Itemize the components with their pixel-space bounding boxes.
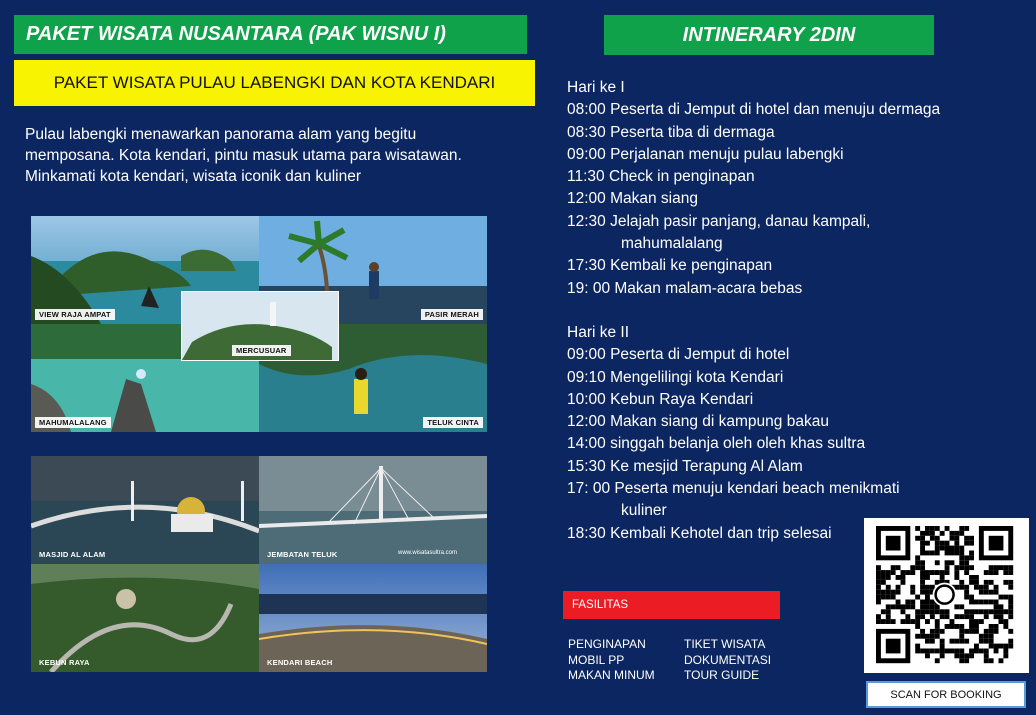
itinerary-item: 17: 00 Peserta menuju kendari beach menikmati: [567, 480, 900, 498]
labengki-photo-collage: [30, 215, 488, 433]
itinerary-item: 15:30 Ke mesjid Terapung Al Alam: [567, 457, 803, 475]
facility-item: TOUR GUIDE: [684, 668, 760, 682]
itinerary-item: 08:30 Peserta tiba di dermaga: [567, 123, 775, 141]
photo-label: MAHUMALALANG: [35, 417, 111, 428]
day-title: Hari ke II: [567, 323, 630, 341]
itinerary-item-continued: kuliner: [621, 502, 667, 520]
photo-label: PASIR MERAH: [421, 309, 483, 320]
package-title: PAKET WISATA NUSANTARA (PAK WISNU I): [14, 15, 527, 54]
qr-code-graphic: [864, 518, 1029, 673]
itinerary-item: 18:30 Kembali Kehotel dan trip selesai: [567, 524, 832, 542]
day-title: Hari ke I: [567, 79, 625, 96]
photo-credit: www.wisatasultra.com: [397, 550, 457, 556]
itinerary-item: 14:00 singgah belanja oleh oleh khas sultra: [567, 435, 866, 453]
itinerary-item: 12:00 Makan siang: [567, 190, 698, 208]
facility-item: PENGINAPAN: [568, 637, 646, 651]
photo-label: KENDARI BEACH: [267, 658, 333, 667]
itinerary-list: [567, 77, 940, 545]
itinerary-item-continued: mahumalalang: [621, 235, 723, 253]
intro-text: [25, 124, 525, 187]
intro-line: Pulau labengki menawarkan panorama alam yang begitu: [25, 126, 417, 143]
facilities-list: [568, 637, 771, 684]
itinerary-item: 12:30 Jelajah pasir panjang, danau kampali,: [567, 212, 871, 230]
itinerary-item: 12:00 Makan siang di kampung bakau: [567, 413, 829, 431]
scan-for-booking-button[interactable]: SCAN FOR BOOKING: [866, 681, 1026, 708]
itinerary-item: 09:00 Perjalanan menuju pulau labengki: [567, 145, 844, 163]
photo-kendari-beach: [259, 564, 487, 672]
facilities-header: FASILITAS: [563, 591, 780, 619]
booking-qr-code[interactable]: [864, 518, 1029, 673]
photo-label: JEMBATAN TELUK: [267, 550, 338, 559]
kendari-photo-collage: [30, 455, 488, 673]
photo-mercusuar: [181, 291, 339, 361]
itinerary-item: 10:00 Kebun Raya Kendari: [567, 390, 754, 408]
itinerary-title: INTINERARY 2DIN: [604, 15, 934, 55]
itinerary-item: 11:30 Check in penginapan: [567, 168, 755, 186]
facility-item: MAKAN MINUM: [568, 668, 655, 682]
photo-label: MERCUSUAR: [232, 345, 291, 356]
intro-line: Minkamati kota kendari, wisata iconik dan kuliner: [25, 168, 361, 185]
intro-line: memposana. Kota kendari, pintu masuk utama para wisatawan.: [25, 147, 462, 164]
photo-label: KEBUN RAYA: [39, 658, 90, 667]
photo-label: VIEW RAJA AMPAT: [35, 309, 115, 320]
facility-item: DOKUMENTASI: [684, 652, 772, 667]
facility-item: TIKET WISATA: [684, 637, 766, 651]
photo-label: MASJID AL ALAM: [39, 550, 106, 559]
itinerary-item: 19: 00 Makan malam-acara bebas: [567, 279, 803, 297]
photo-masjid-al-alam: [31, 456, 259, 564]
itinerary-item: 08:00 Peserta di Jemput di hotel dan menuju dermaga: [567, 101, 941, 119]
photo-label: TELUK CINTA: [423, 417, 483, 428]
photo-jembatan-teluk: [259, 456, 487, 564]
package-subtitle: PAKET WISATA PULAU LABENGKI DAN KOTA KENDARI: [14, 60, 535, 106]
facility-item: MOBIL PP: [568, 652, 625, 667]
photo-kebun-raya: [31, 564, 259, 672]
itinerary-item: 09:10 Mengelilingi kota Kendari: [567, 368, 784, 386]
itinerary-item: 17:30 Kembali ke penginapan: [567, 257, 773, 275]
itinerary-item: 09:00 Peserta di Jemput di hotel: [567, 346, 790, 364]
